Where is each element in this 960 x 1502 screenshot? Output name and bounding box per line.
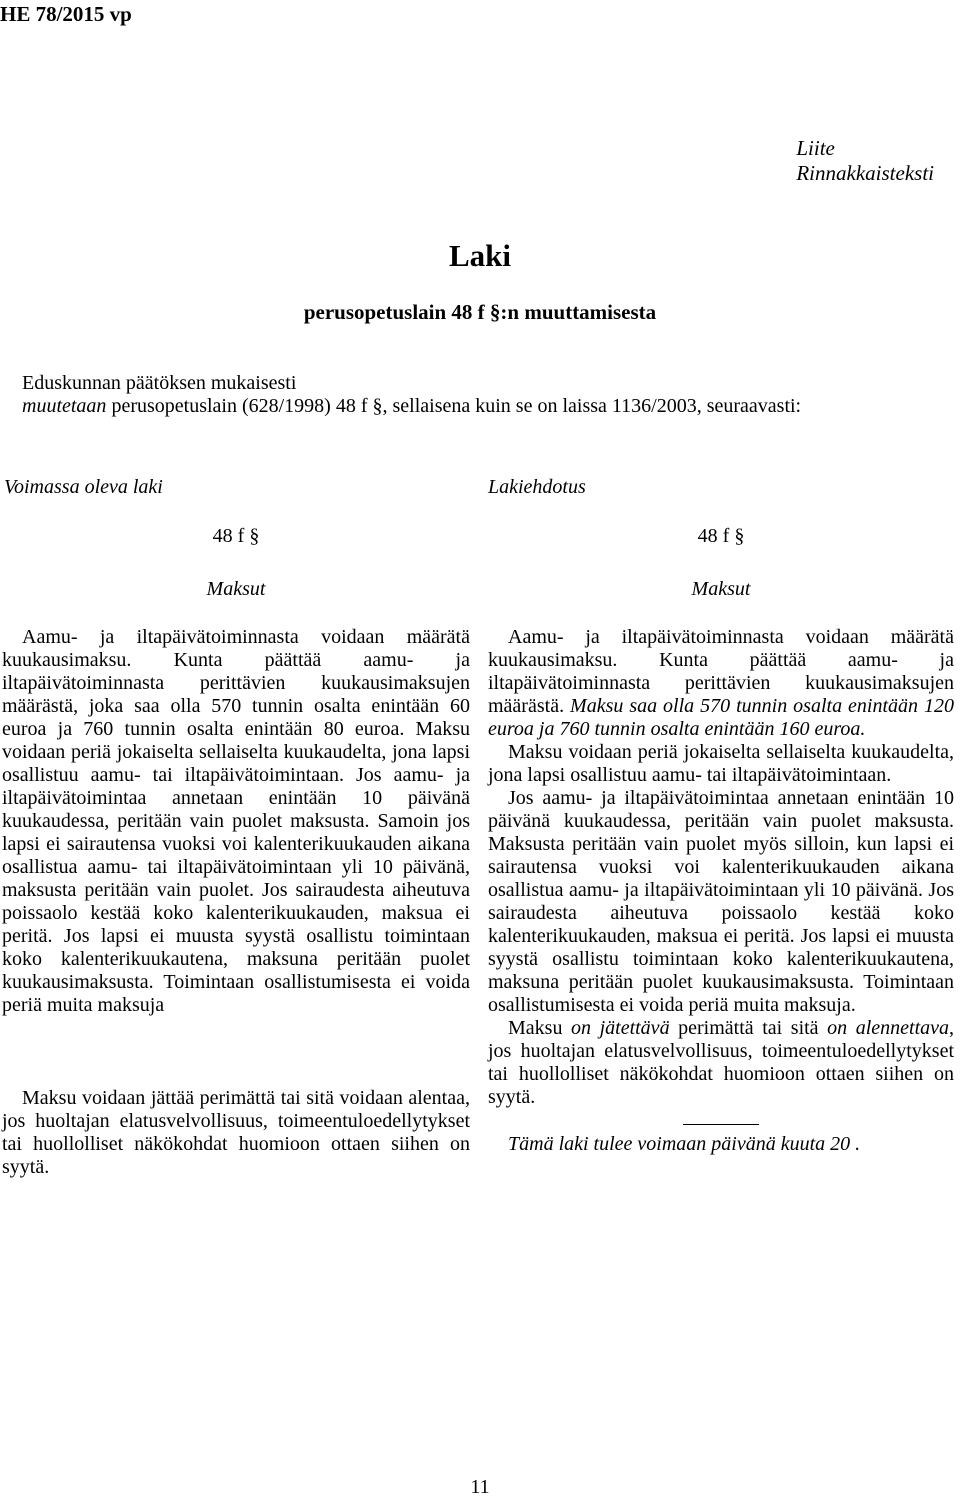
separator-rule bbox=[683, 1124, 759, 1125]
law-subtitle: perusopetuslain 48 f §:n muuttamisesta bbox=[303, 300, 657, 324]
preamble-intro: Eduskunnan päätöksen mukaisesti bbox=[22, 372, 297, 394]
paragraph: Aamu- ja iltapäivätoiminnasta voidaan määrätä kuukausimaksu. Kunta päättää aamu- ja iltapäivätoiminnasta perittävien kuukausimaksujen määrästä, joka saa olla 570 tunnin osalta enintään 60 euroa ja 760 tunnin osalta enintään 80 euroa. Maksu voidaan periä jokaiselta sellaiselta kuukaudelta, jona lapsi osallistuu aamu- tai iltapäivätoimintaan. Jos aamu- ja iltapäivätoimintaa annetaan enintään 10 päivänä kuukaudessa, peritään vain puolet maksusta. Samoin jos lapsi ei sairautensa vuoksi voi kalenterikuukauden aikana osallistua aamu- tai iltapäivätoimintaan yli 10 päivänä, maksusta peritään vain puolet. Jos sairaudesta aiheutuva poissaolo kestää koko kalenterikuukauden, maksua ei peritä. Jos lapsi ei muusta syystä osallistu toimintaan koko kalenterikuukautena, maksuna peritään puolet kuukausimaksusta. Toimintaan osallistumisesta ei voida periä muita maksuja bbox=[2, 626, 470, 1016]
amended-text: on jätettävä bbox=[571, 1017, 670, 1039]
law-title: Laki bbox=[448, 238, 512, 273]
document-id: HE 78/2015 vp bbox=[0, 2, 132, 26]
preamble bbox=[22, 372, 938, 418]
annex-subtitle: Rinnakkaisteksti bbox=[796, 161, 934, 185]
current-law-heading: Voimassa oleva laki bbox=[4, 476, 163, 498]
page-number: 11 bbox=[470, 1476, 490, 1498]
preamble-amendment bbox=[22, 395, 938, 418]
amended-text: Maksu saa olla 570 tunnin osalta enintään 120 euroa ja 760 tunnin osalta enintään 160 euroa. bbox=[488, 695, 954, 740]
preamble-amend-word: muutetaan bbox=[22, 395, 107, 417]
paragraph: Jos aamu- ja iltapäivätoimintaa annetaan enintään 10 päivänä kuukaudessa, peritään vain puolet maksusta. Maksusta peritään vain puolet myös silloin, kun lapsi ei sairautensa vuoksi voi kalenterikuukauden aikana osallistua aamu- ja iltapäivätoimintaan yli 10 päivänä. Jos sairaudesta aiheutuva poissaolo kestää koko kalenterikuukauden, maksua ei peritä. Jos lapsi ei muusta syystä osallistu toimintaan koko kalenterikuukautena, maksuna peritään puolet kuukausimaksusta. Toimintaan osallistumisesta ei voida periä muita maksuja. bbox=[488, 787, 954, 1016]
section-title: Maksut bbox=[691, 578, 751, 600]
amended-text: on alennettava bbox=[827, 1017, 950, 1039]
entry-into-force: Tämä laki tulee voimaan päivänä kuuta 20 . bbox=[508, 1133, 861, 1155]
proposal-heading: Lakiehdotus bbox=[488, 476, 586, 498]
current-law-column bbox=[2, 525, 470, 1179]
paragraph: Maksu voidaan periä jokaiselta sellaiselta kuukaudelta, jona lapsi osallistuu aamu- tai iltapäivätoimintaan. bbox=[488, 741, 954, 786]
proposal-column bbox=[488, 525, 954, 1156]
section-number: 48 f § bbox=[212, 525, 260, 547]
section-title: Maksut bbox=[206, 578, 266, 600]
annex-title: Liite bbox=[796, 136, 835, 160]
section-number: 48 f § bbox=[697, 525, 745, 547]
paragraph: Aamu- ja iltapäivätoiminnasta voidaan määrätä kuukausimaksu. Kunta päättää aamu- ja iltapäivätoiminnasta perittävien kuukausimaksujen määrästä. Maksu saa olla 570 tunnin osalta enintään 120 euroa ja 760 tunnin osalta enintään 160 euroa. bbox=[488, 626, 954, 740]
annex-label bbox=[796, 136, 934, 186]
paragraph: Maksu on jätettävä perimättä tai sitä on alennettava, jos huoltajan elatusvelvollisuus, toimeentuloedellytykset tai huollolliset näkökohdat huomioon ottaen siihen on syytä. bbox=[488, 1017, 955, 1108]
preamble-amend-text: perusopetuslain (628/1998) 48 f §, sellaisena kuin se on laissa 1136/2003, seuraavasti: bbox=[106, 395, 802, 417]
paragraph: Maksu voidaan jättää perimättä tai sitä voidaan alentaa, jos huoltajan elatusvelvollisuus, toimeentuloedellytykset tai huollolliset näkökohdat huomioon ottaen siihen on syytä. bbox=[2, 1087, 470, 1178]
